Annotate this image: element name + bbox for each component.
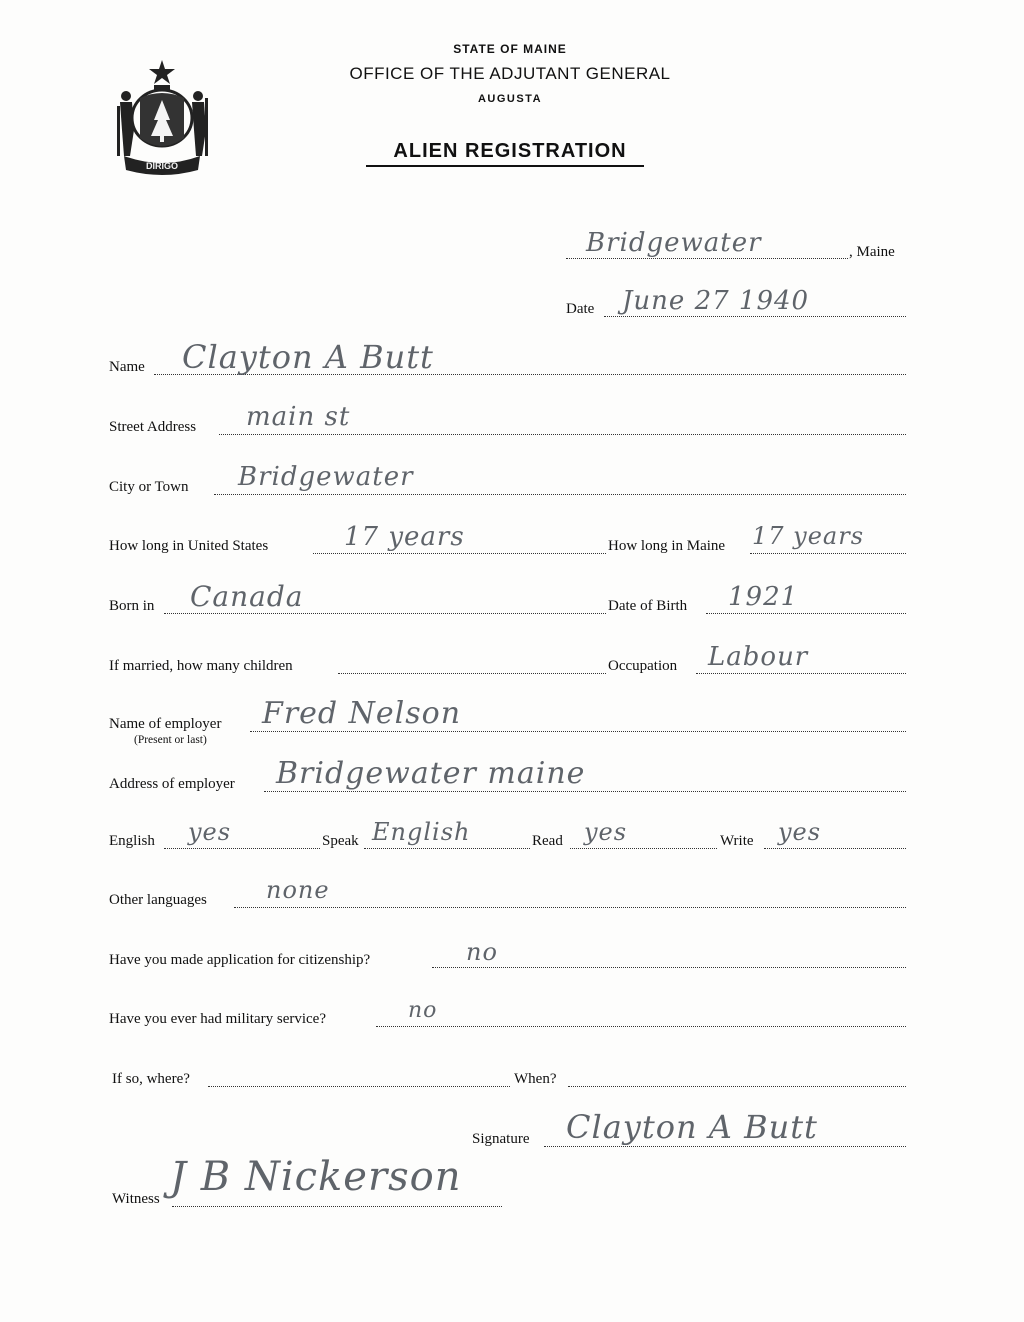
signature-line	[544, 1146, 906, 1147]
city-heading: AUGUSTA	[477, 93, 543, 105]
write-value[interactable]: yes	[778, 818, 822, 846]
employer-address-label: Address of employer	[109, 776, 235, 792]
street-value[interactable]: main st	[246, 402, 351, 432]
street-label: Street Address	[109, 419, 197, 435]
office-heading: OFFICE OF THE ADJUTANT GENERAL	[349, 64, 671, 83]
date-of-birth-label: Date of Birth	[608, 598, 688, 614]
born-in-line	[164, 613, 606, 614]
english-line	[164, 848, 320, 849]
speak-value[interactable]: English	[372, 818, 471, 846]
date-of-birth-value[interactable]: 1921	[728, 582, 799, 612]
occupation-line	[696, 673, 906, 674]
maine-state-seal-icon	[110, 58, 214, 178]
name-value[interactable]: Clayton A Butt	[182, 338, 434, 376]
where-label: If so, where?	[112, 1071, 190, 1087]
other-languages-line	[234, 907, 906, 908]
how-long-us-line	[313, 553, 606, 554]
employer-address-value[interactable]: Bridgewater maine	[276, 756, 586, 791]
born-in-label: Born in	[109, 598, 155, 614]
married-children-label: If married, how many children	[109, 658, 293, 674]
how-long-us-value[interactable]: 17 years	[344, 522, 465, 552]
born-in-value[interactable]: Canada	[190, 580, 304, 613]
occupation-label: Occupation	[608, 658, 678, 674]
name-label: Name	[109, 359, 145, 375]
employer-line	[250, 731, 906, 732]
how-long-maine-line	[750, 553, 906, 554]
signature-value[interactable]: Clayton A Butt	[566, 1108, 818, 1146]
speak-label: Speak	[322, 833, 359, 849]
title-underline	[366, 165, 644, 167]
seal-motto: DIRIGO	[145, 161, 179, 171]
date-of-birth-line	[706, 613, 906, 614]
other-languages-label: Other languages	[109, 892, 207, 908]
city-town-value[interactable]: Bridgewater	[238, 462, 414, 492]
city-town-line	[214, 494, 906, 495]
town-line	[566, 258, 848, 259]
employer-sublabel: (Present or last)	[134, 734, 207, 746]
how-long-us-label: How long in United States	[109, 538, 269, 554]
read-value[interactable]: yes	[584, 818, 628, 846]
married-children-line	[338, 673, 606, 674]
english-value[interactable]: yes	[188, 818, 232, 846]
employer-value[interactable]: Fred Nelson	[262, 696, 462, 731]
citizenship-line	[432, 967, 906, 968]
how-long-maine-label: How long in Maine	[608, 538, 726, 554]
witness-label: Witness	[112, 1191, 160, 1207]
signature-label: Signature	[472, 1131, 530, 1147]
witness-line	[172, 1206, 502, 1207]
state-heading: STATE OF MAINE	[453, 42, 567, 56]
citizenship-value[interactable]: no	[466, 938, 498, 966]
employer-address-line	[264, 791, 906, 792]
date-line	[604, 316, 906, 317]
how-long-maine-value[interactable]: 17 years	[752, 522, 865, 550]
city-town-label: City or Town	[109, 479, 189, 495]
military-value[interactable]: no	[408, 998, 438, 1023]
military-line	[376, 1026, 906, 1027]
read-line	[570, 848, 717, 849]
maine-label: , Maine	[849, 244, 895, 260]
witness-value[interactable]: J B Nickerson	[170, 1154, 462, 1200]
english-label: English	[109, 833, 155, 849]
read-label: Read	[532, 833, 563, 849]
other-languages-value[interactable]: none	[266, 876, 330, 904]
where-line	[208, 1086, 510, 1087]
write-line	[764, 848, 906, 849]
citizenship-label: Have you made application for citizenship?	[109, 952, 371, 968]
date-label: Date	[566, 301, 595, 317]
when-label: When?	[514, 1071, 557, 1087]
date-value[interactable]: June 27 1940	[622, 286, 810, 316]
write-label: Write	[720, 833, 754, 849]
occupation-value[interactable]: Labour	[708, 642, 809, 672]
speak-line	[364, 848, 530, 849]
employer-label: Name of employer	[109, 716, 222, 732]
form-title: ALIEN REGISTRATION	[393, 140, 627, 162]
military-label: Have you ever had military service?	[109, 1011, 326, 1027]
street-line	[219, 434, 906, 435]
when-line	[568, 1086, 906, 1087]
town-value[interactable]: Bridgewater	[586, 228, 762, 258]
